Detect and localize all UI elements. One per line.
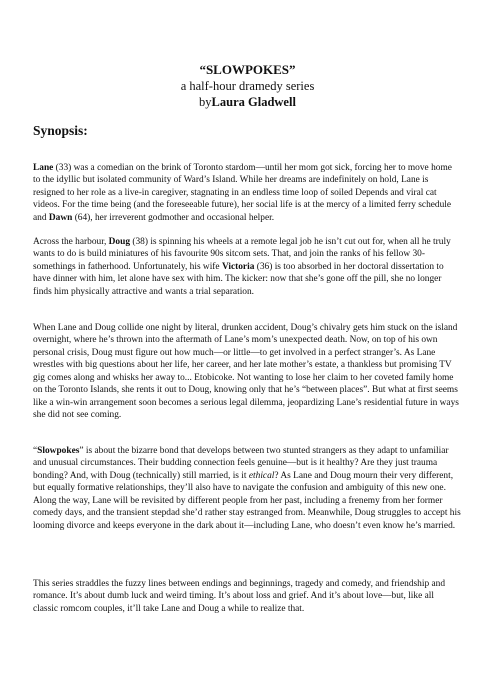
paragraph-text: This series straddles the fuzzy lines between endings and beginnings, tragedy and comedy, and friendship and romance. It’s about dumb luck and weird timing. It’s about loss and grief. And it’s about love—but, like all classic romcom couples, it’ll take Lane and Doug a while to realize that.: [33, 579, 446, 614]
byline: [0, 95, 495, 110]
paragraph-text: (33) was a comedian on the brink of Toronto stardom—until her mom got sick, forcing her to move home to the idyllic but isolated community of Ward’s Island. While her dreams are indefinitely on hold, Lane is resigned to her role as a live-in caregiver, stagnating in an endless time loop of soiled Depends and viral cat videos. For the time being (and the foreseeable future), her social life is at the mercy of a limited ferry schedule and: [33, 163, 452, 223]
series-name: Slowpokes: [37, 446, 80, 456]
character-name-victoria: Victoria: [221, 261, 255, 272]
synopsis-paragraph-4: [33, 445, 461, 532]
paragraph-text: (64), her irreverent godmother and occasional helper.: [72, 212, 275, 223]
synopsis-paragraph-3: [33, 322, 461, 422]
character-name-doug: Doug: [108, 237, 131, 247]
author-name: Laura Gladwell: [211, 95, 296, 109]
paragraph-text: ? As Lane and Doug mourn their very different, but equally formative relationships, they’ll also have to navigate the confusion and ambiguity of this new one. Along the way, Lane will be revisited by different people from her past, including a frenemy from her former comedy days, and the transient stepdad she’d rather stay estranged from. Meanwhile, Doug struggles to accept his looming divorce and keeps everyone in the dark about it—including Lane, who doesn’t even know he’s married.: [33, 470, 461, 531]
paragraph-text: “: [33, 446, 38, 456]
paragraph-text: When Lane and Doug collide one night by literal, drunken accident, Doug’s chivalry gets him stuck on the island overnight, where he’s thrown into the aftermath of Lane’s mom’s unexpected death. Now, on top of his own personal crisis, Doug must figure out how much—or little—to get involved in a perfect stranger’s. As Lane wrestles with big questions about her life, her career, and her late mother’s estate, a thankless but promising TV gig comes along and whisks her away to... Etobicoke. Not wanting to lose her claim to her coveted family home on the Toronto Islands, she rents it out to Doug, knowing only that he’s “between places”. But what at first seems like a win-win arrangement soon becomes a serious legal dilemma, jeopardizing Lane’s residential future in ways she did not see coming.: [33, 323, 459, 421]
byline-prefix: by: [199, 95, 212, 109]
synopsis-paragraph-1: [33, 162, 461, 224]
synopsis-paragraph-5: [33, 578, 461, 615]
emphasis-ethical: ethical: [248, 470, 275, 481]
paragraph-text: Across the harbour,: [33, 237, 109, 247]
script-subtitle: a half-hour dramedy series: [180, 79, 315, 93]
synopsis-heading: Synopsis:: [33, 123, 88, 138]
character-name-dawn: Dawn: [48, 212, 73, 223]
script-title: “SLOWPOKES”: [199, 62, 296, 77]
paragraph-text: ” is about the bizarre bond that develops between two stunted strangers as they adapt to unfamiliar and unusual circumstances. Their budding connection feels genuine—but is it healthy? Are they just trauma bonding? And, with Doug (technically) still married, is it: [33, 446, 449, 481]
paragraph-text: (36) is too absorbed in her doctoral dissertation to have dinner with him, let alone have sex with him. The kicker: now that she’s gone off the pill, she no longer finds him physically attractive and wants a trial separation.: [33, 261, 444, 297]
paragraph-text: (38) is spinning his wheels at a remote legal job he isn’t cut out for, when all he truly wants to do is build miniatures of his favourite 90s sitcom sets. That, and join the ranks of his fellow 30-somethings in fatherhood. Unfortunately, his wife: [33, 237, 451, 272]
synopsis-paragraph-2: [33, 236, 461, 298]
character-name-lane: Lane: [33, 163, 54, 173]
